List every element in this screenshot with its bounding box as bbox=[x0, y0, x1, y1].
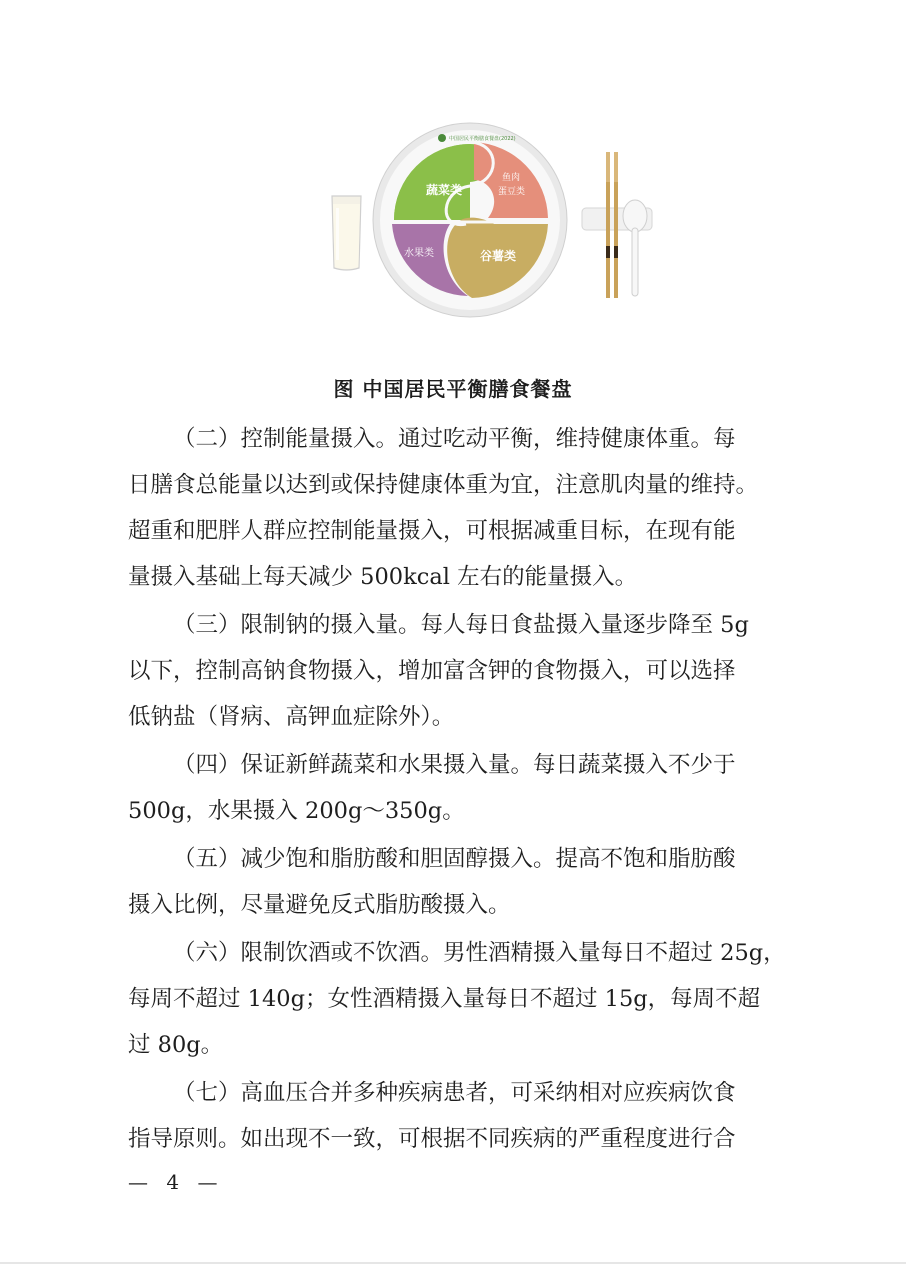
fruits-label: 水果类 bbox=[404, 248, 434, 259]
milk-glass-icon bbox=[330, 194, 363, 272]
text-line: （三）限制钠的摄入量。每人每日食盐摄入量逐步降至 5g bbox=[173, 612, 749, 638]
paragraph-alcohol bbox=[128, 928, 798, 1068]
text-line: 过 80g。 bbox=[128, 1032, 224, 1058]
chopsticks-spoon-icon bbox=[580, 150, 660, 300]
text-line: （七）高血压合并多种疾病患者，可采纳相对应疾病饮食 bbox=[173, 1080, 736, 1106]
text-line: 每周不超过 140g；女性酒精摄入量每日不超过 15g，每周不超 bbox=[128, 986, 761, 1012]
protein-label-line1: 鱼肉 bbox=[502, 173, 521, 183]
text-line: 摄入比例，尽量避免反式脂肪酸摄入。 bbox=[128, 892, 511, 918]
text-line: 日膳食总能量以达到或保持健康体重为宜，注意肌肉量的维持。 bbox=[128, 472, 759, 498]
paragraph-fats bbox=[128, 834, 798, 928]
vegetables-label: 蔬菜类 bbox=[426, 183, 463, 197]
text-line: （六）限制饮酒或不饮酒。男性酒精摄入量每日不超过 25g， bbox=[173, 940, 786, 966]
paragraph-sodium bbox=[128, 600, 798, 740]
balanced-diet-plate-figure bbox=[0, 110, 906, 340]
figure-caption: 图 中国居民平衡膳食餐盘 bbox=[333, 377, 573, 401]
text-line: 超重和肥胖人群应控制能量摄入，可根据减重目标，在现有能 bbox=[128, 518, 736, 544]
diet-plate bbox=[370, 120, 570, 320]
grains-label: 谷薯类 bbox=[480, 249, 517, 263]
plate-logo-text: 中国居民平衡膳食餐盘(2022) bbox=[449, 136, 516, 142]
page-bottom-edge bbox=[0, 1262, 906, 1264]
text-line: （五）减少饱和脂肪酸和胆固醇摄入。提高不饱和脂肪酸 bbox=[173, 846, 736, 872]
paragraph-vegetables-fruits bbox=[128, 740, 798, 834]
protein-label-line2: 蛋豆类 bbox=[498, 187, 526, 197]
text-line: （二）控制能量摄入。通过吃动平衡，维持健康体重。每 bbox=[173, 426, 736, 452]
page-number: — 4 — bbox=[128, 1170, 224, 1194]
text-line: 500g，水果摄入 200g～350g。 bbox=[128, 798, 465, 824]
text-line: （四）保证新鲜蔬菜和水果摄入量。每日蔬菜摄入不少于 bbox=[173, 752, 736, 778]
text-line: 指导原则。如出现不一致，可根据不同疾病的严重程度进行合 bbox=[128, 1126, 736, 1152]
text-line: 以下，控制高钠食物摄入，增加富含钾的食物摄入，可以选择 bbox=[128, 658, 736, 684]
paragraph-energy-intake bbox=[128, 414, 798, 600]
paragraph-comorbidities bbox=[128, 1068, 798, 1162]
text-line: 量摄入基础上每天减少 500kcal 左右的能量摄入。 bbox=[128, 564, 638, 590]
text-line: 低钠盐（肾病、高钾血症除外）。 bbox=[128, 704, 455, 730]
body-text bbox=[128, 414, 798, 1162]
